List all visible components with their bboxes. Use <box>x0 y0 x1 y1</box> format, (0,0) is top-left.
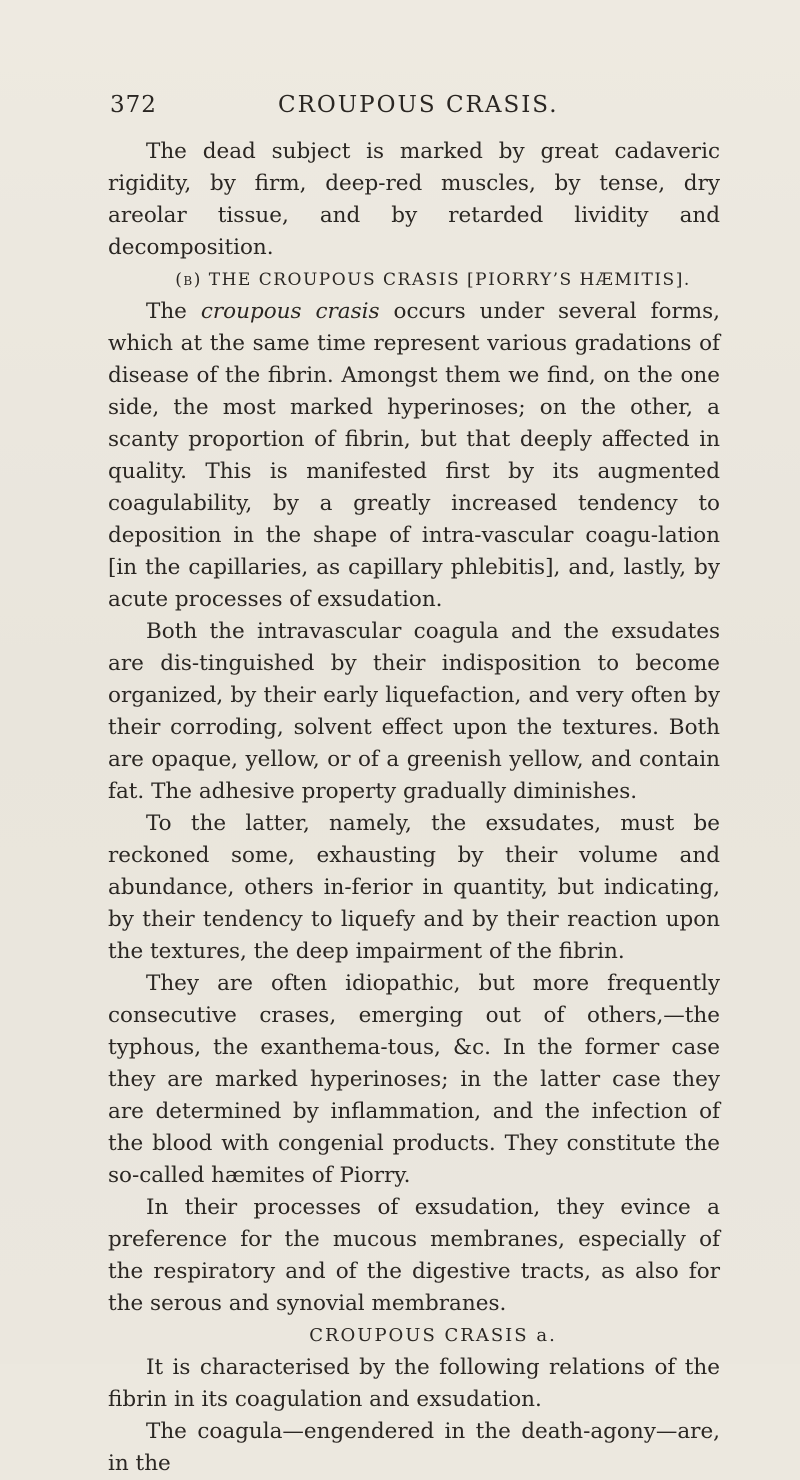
paragraph-rigidity: The dead subject is marked by great cadaveric rigidity, by firm, deep-red muscles, by tense, dry areolar tissue, and by retarded lividity and decomposition. <box>108 139 720 260</box>
paragraph-idiopathic: They are often idiopathic, but more frequently consecutive crases, emerging out of others,—the typhous, the exanthema-tous, &c. In the former case they are marked hyperinoses; in the latter case they are determined by inflammation, and the infection of the blood with congenial products. They constitute the so-called hæmites of Piorry. <box>108 971 720 1188</box>
section-heading-crasis-a: CROUPOUS CRASIS a. <box>309 1325 557 1346</box>
paragraph-lead: The <box>146 299 201 324</box>
body-text <box>108 136 720 1480</box>
italic-term: croupous crasis <box>200 299 380 324</box>
paragraph-continuation: occurs under several forms, which at the same time represent various gradations of disease of the fibrin. Amongst them we find, on the one side, the most marked hyperinoses; on the other, a scanty proportion of fibrin, but that deeply affected in quality. This is manifested first by its augmented coagulability, by a greatly increased tendency to deposition in the shape of intra-vascular coagu-lation [in the capillaries, as capillary phlebitis], and, lastly, by acute processes of exsudation. <box>108 299 720 612</box>
paragraph-exsudates: To the latter, namely, the exsudates, must be reckoned some, exhausting by their volume and abundance, others in-ferior in quantity, but indicating, by their tendency to liquefy and by their reaction upon the textures, the deep impairment of the fibrin. <box>108 811 720 964</box>
paragraph-characterised: It is characterised by the following relations of the fibrin in its coagulation and exsudation. <box>108 1355 720 1412</box>
page-header <box>110 92 710 132</box>
paragraph-coagula: Both the intravascular coagula and the exsudates are dis-tinguished by their indisposition to become organized, by their early liquefaction, and very often by their corroding, solvent effect upon the textures. Both are opaque, yellow, or of a greenish yellow, and contain fat. The adhesive property gradually diminishes. <box>108 619 720 804</box>
paragraph-croupous-forms <box>108 296 720 616</box>
paragraph-coagula-death-agony: The coagula—engendered in the death-agony—are, in the <box>108 1419 720 1476</box>
running-head: CROUPOUS CRASIS. <box>278 92 559 118</box>
page-number: 372 <box>110 92 157 118</box>
section-heading-croupous-crasis: (b) THE CROUPOUS CRASIS [PIORRY’S HÆMITIS]. <box>175 270 691 290</box>
paragraph-membranes: In their processes of exsudation, they evince a preference for the mucous membranes, especially of the respiratory and of the digestive tracts, as also for the serous and synovial membranes. <box>108 1195 720 1316</box>
